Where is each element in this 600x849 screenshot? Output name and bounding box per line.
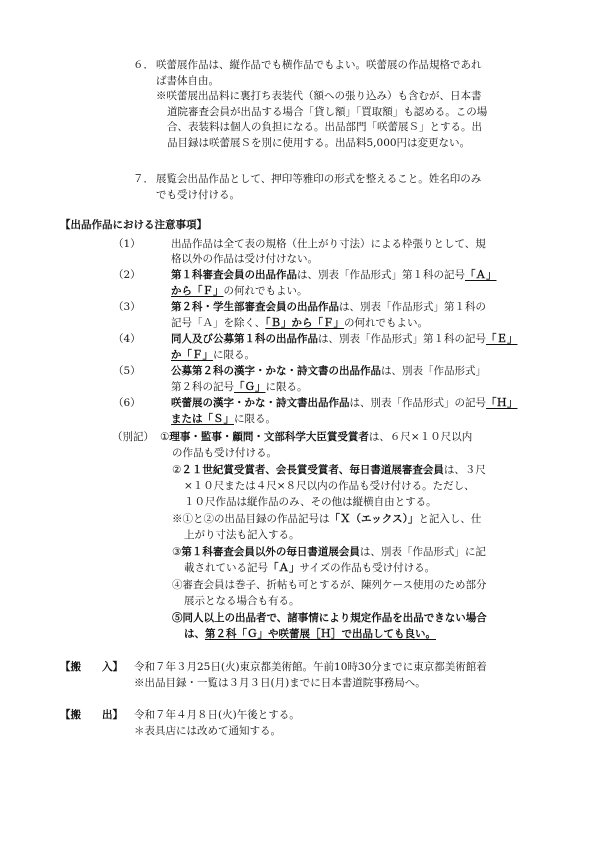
note-4-line-2 <box>171 348 255 364</box>
bekki-4-text-1: 審査会員は巻子、折帖も可とするが、陳列ケース使用のため部分 <box>182 579 487 591</box>
note-2-text-1: は、別表「作品形式」第１科の記号 <box>297 269 465 281</box>
note-5-bold: 公募第２科の漢字・かな・詩文書の出品作品 <box>171 365 381 377</box>
note-5-text-2: 第２科の記号 <box>171 381 234 393</box>
bekki-note-line-2: 上がり寸法も記入する。 <box>184 529 300 541</box>
bekki-2-line-3: １０尺作品は縦作品のみ、その他は縦横自由とする。 <box>184 496 437 508</box>
note-4-underline-1: 「Ｅ」 <box>486 333 518 345</box>
hanshutsu-line-1: 令和７年４月８日(火)午後とする。 <box>134 709 300 721</box>
bekki-3-text-3: サイズの作品も受け付ける。 <box>299 562 436 574</box>
note-6-text-1: は、別表「作品形式」の記号 <box>349 397 486 409</box>
note-4-bold: 同人及び公募第１科の出品作品 <box>171 333 318 345</box>
bekki-3-line-2 <box>184 561 435 577</box>
note-3-number: （3） <box>113 301 141 313</box>
bekki-note-text-1: ※①と②の出品目録の作品記号は <box>172 513 330 525</box>
hanshutsu-label: 【搬 出】 <box>60 709 123 721</box>
bekki-4-line-2: 展示となる場合も有る。 <box>184 595 300 607</box>
note-3-text-2: 記号「Ａ」を除く、 <box>171 317 266 329</box>
note-2-line-2 <box>171 284 308 300</box>
item-6-line-1: 咲蕾展作品は、縦作品でも横作品でもよい。咲蕾展の作品規格であれ <box>156 59 482 71</box>
bekki-2-line-1 <box>172 463 486 479</box>
note-6-underline-2: または「Ｓ」 <box>171 413 234 425</box>
bekki-5-line-1 <box>172 611 487 627</box>
note-5-line-1 <box>171 364 486 380</box>
note-4-line-1 <box>171 332 518 348</box>
item-7-number: ７． <box>133 173 154 185</box>
note-1-number: （1） <box>113 238 141 250</box>
item-6-note-4: 品目録は咲蕾展Ｓを別に使用する。出品料5,000円は変更ない。 <box>167 136 471 149</box>
bekki-4-mark: ④ <box>172 579 183 591</box>
note-3-underline: 「Ｂ」から「Ｆ」 <box>265 317 345 329</box>
bekki-3-text-2: 載されている記号 <box>184 562 268 574</box>
note-6-underline-1: 「Ｈ」 <box>486 397 518 409</box>
hannyu-label: 【搬 入】 <box>60 661 123 673</box>
note-6-line-2 <box>171 412 276 428</box>
bekki-5-text-1: 同人以上の出品者で、諸事情により規定作品を出品できない場合 <box>182 612 487 624</box>
bekki-5-mark: ⑤ <box>172 612 183 624</box>
hannyu-line-2: ※出品目録・一覧は３月３日(月)までに日本書道院事務局へ。 <box>134 677 426 689</box>
note-2-underline-2: から「Ｆ」 <box>171 285 224 297</box>
hanshutsu-line-2: ＊表具店には改めて通知する。 <box>134 725 281 737</box>
bekki-2-bold: ２１世紀賞受賞者、会長賞受賞者、毎日書道展審査会員 <box>181 464 444 476</box>
note-4-underline-2: か「Ｆ」 <box>171 349 213 361</box>
bekki-1-line-2: の作品も受け付ける。 <box>172 447 277 459</box>
bekki-1-mark: ① <box>160 431 170 443</box>
bekki-1-text-1: は、６尺×１０尺以内 <box>368 431 473 443</box>
note-5-text-1: は、別表「作品形式」 <box>381 365 486 377</box>
item-6-note-1: ※咲蕾展出品料に裏打ち表装代（額への張り込み）も含むが、日本書 <box>156 90 482 102</box>
bekki-2-text-1: は、３尺 <box>443 464 486 476</box>
note-6-bold: 咲蕾展の漢字・かな・詩文書出品作品 <box>171 397 350 409</box>
bekki-4-line-1 <box>172 578 486 594</box>
bekki-2-line-2: ×１０尺または４尺×８尺以内の作品も受け付ける。ただし、 <box>184 480 475 492</box>
item-7-line-2: でも受け付ける。 <box>156 188 240 201</box>
note-5-line-2 <box>171 380 308 396</box>
note-3-text-1: は、別表「作品形式」第１科の <box>339 301 486 313</box>
note-5-number: （5） <box>113 365 141 377</box>
note-2-bold: 第１科審査会員の出品作品 <box>171 269 297 281</box>
bekki-1-bold: 理事・監事・顧問・文部科学大臣賞受賞者 <box>169 431 369 443</box>
bekki-3-line-1 <box>172 545 486 561</box>
bekki-note-text-2: と記入し、仕 <box>418 513 482 525</box>
item-6 <box>133 58 487 151</box>
bekki-5-line-2 <box>184 627 436 643</box>
item-7 <box>133 172 481 203</box>
note-5-underline: 「Ｇ」 <box>234 381 266 393</box>
note-2-text-2: の何れでもよい。 <box>223 285 308 297</box>
note-2-number: （2） <box>113 269 141 281</box>
note-1-line-1: 出品作品は全て表の規格（仕上がり寸法）による枠張りとして、規 <box>171 238 486 250</box>
bekki-1-line-1 <box>160 430 472 446</box>
note-5-text-3: に限る。 <box>265 381 308 393</box>
note-6-text-2: に限る。 <box>234 413 276 425</box>
item-6-note-3: 合、表装料は個人の負担になる。出品部門「咲蕾展Ｓ」とする。出 <box>167 121 482 133</box>
item-6-number: ６． <box>133 59 154 71</box>
bekki-note-line-1 <box>172 512 481 528</box>
bekki-5-text-2: は、 <box>184 628 205 640</box>
note-3-text-3: の何れでもよい。 <box>344 317 429 329</box>
section-title: 【出品作品における注意事項】 <box>60 219 207 231</box>
note-6-number: （6） <box>113 397 141 409</box>
note-4-text-2: に限る。 <box>213 349 255 361</box>
note-3-bold: 第２科・学生部審査会員の出品作品 <box>171 301 339 313</box>
bekki-label: （別記） <box>112 431 154 443</box>
note-3-line-1 <box>171 300 486 316</box>
note-4-text-1: は、別表「作品形式」第１科の記号 <box>318 333 486 345</box>
note-1-line-2: 格以外の作品は受け付けない。 <box>171 253 318 265</box>
bekki-5-underline: 第２科「Ｇ」や咲蕾展［Ｈ］で出品しても良い。 <box>205 628 436 640</box>
bekki-3-text-1: は、別表「作品形式」に記 <box>359 546 486 558</box>
note-4-number: （4） <box>113 333 141 345</box>
bekki-2-mark: ② <box>172 464 182 476</box>
bekki-3-bold: 第１科審査会員以外の毎日書道展会員 <box>181 546 360 558</box>
note-6-line-1 <box>171 396 518 412</box>
note-3-line-2 <box>171 316 428 332</box>
item-7-line-1: 展覧会出品作品として、押印等雅印の形式を整えること。姓名印のみ <box>156 173 482 185</box>
item-6-line-2: ば書体自由。 <box>156 74 219 87</box>
bekki-3-mark: ③ <box>172 546 182 558</box>
bekki-3-code: 「Ａ」 <box>268 562 300 574</box>
hannyu-line-1: 令和７年３月25日(火)東京都美術館。午前10時30分までに東京都美術館着 <box>134 661 487 673</box>
note-2-line-1 <box>171 268 497 284</box>
bekki-note-x-code: 「Ｘ（エックス）」 <box>329 513 419 525</box>
item-6-note-2: 道院審査会員が出品する場合「貸し額」「買取額」も認める。この場 <box>167 105 488 118</box>
note-2-underline-1: 「Ａ」 <box>465 269 497 281</box>
